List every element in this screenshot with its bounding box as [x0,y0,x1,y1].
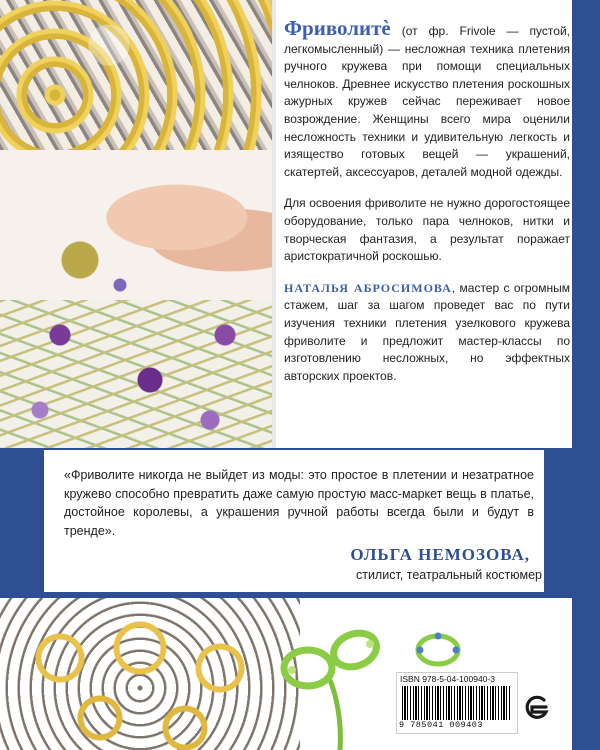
yellow-lace-photo [0,598,300,750]
intro-paragraph-1 [284,18,570,181]
intro-text [284,18,570,399]
author-paragraph [284,280,570,386]
photo-divider [272,0,276,450]
quote-author-role: стилист, театральный костюмер [355,568,542,582]
quote-text: «Фриволите никогда не выйдет из моды: это простое в плетении и незатратное кружево способно превратить даже самую простую масс-маркет вещь в платье, достойное королевы, а украшения ручной работы всегда были и будут в тренде». [64,468,534,538]
intro-paragraph-2: Для освоения фриволите не нужно дорогостоящее оборудование, только пара челноков, нитки и творческая фантазия, а результат поражает аристократичной роскошью. [284,196,570,264]
right-edge-stripe [572,0,600,750]
title-word: Фриволитѐ [284,16,391,40]
barcode-number: 9 785041 009403 [399,720,484,730]
author-description: , мастер с огромным стажем, шаг за шагом проведет вас по пути изучения техники плетения узелкового кружева фриволите и предложит мастер-классы по изготовлению несложных, но эффектных авторских проектов. [284,280,570,383]
barcode [402,686,510,720]
intro-paragraph-1-text: (от фр. Frivole — пустой, легкомысленный) — несложная техника плетения ручного кружева при помощи специальных челноков. Древнее искусство плетения роскошных ажурных кружев сейчас переживает новое возрождение. Женщины всего мира оценили несложность техники и удивительную легкость и изящество готовых вещей — украшений, скатертей, аксессуаров, деталей модной одежды. [284,24,570,179]
publisher-logo-icon [522,692,552,722]
green-sprout-lace-illustration [270,610,410,750]
tatting-hands-photo [0,150,272,300]
flower-beaded-necklace-photo [0,300,272,450]
green-leaf-motif-illustration [408,628,468,678]
isbn-label: ISBN 978-5-04-100940-3 [400,674,495,684]
quote-author: ОЛЬГА НЕМОЗОВА, [350,545,530,564]
lace-necklace-photo [0,0,272,150]
author-name: НАТАЛЬЯ АБРОСИМОВА [284,280,452,295]
